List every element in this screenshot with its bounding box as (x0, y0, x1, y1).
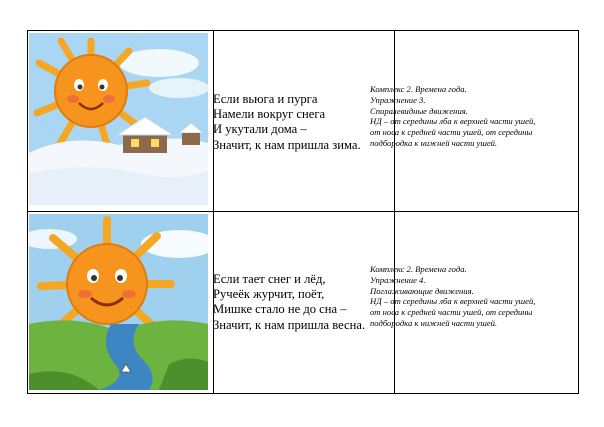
winter-sun-picture (29, 33, 208, 205)
poem-line: Если тает снег и лёд, (213, 272, 326, 286)
instruction-text: НД – от середины лба к верхней части ушей, от носа к средней части ушей, от середины подбородка к нижней части ушей. (370, 116, 536, 148)
instruction-text: НД – от середины лба к верхней части ушей, от носа к средней части ушей, от середины подбородка к нижней части ушей. (370, 296, 536, 328)
spring-poem (213, 272, 365, 333)
poem-line: Если вьюга и пурга (213, 92, 318, 106)
movement-label: Спиралевидные движения. (370, 105, 468, 116)
poem-line: Намели вокруг снега (213, 107, 326, 122)
complex-label: Комплекс 2. Времена года. (370, 264, 467, 274)
poem-line: И укутали дома – (213, 122, 307, 137)
column-divider (213, 31, 214, 393)
complex-label: Комплекс 2. Времена года. (370, 84, 467, 94)
poem-line: Мишке стало не до сна – (213, 302, 347, 317)
movement-label: Поглаживающие движения. (370, 285, 474, 296)
poem-line: Ручеёк журчит, поёт, (213, 287, 325, 302)
poem-line: Значит, к нам пришла весна. (213, 317, 366, 332)
exercise-label: Упражнение 3. (370, 94, 426, 105)
winter-exercise-note (370, 84, 546, 149)
spring-exercise-note (370, 264, 546, 329)
spring-sun-picture (29, 214, 208, 390)
row-divider (28, 211, 578, 212)
poem-line: Значит, к нам пришла зима. (213, 137, 361, 152)
winter-poem (213, 92, 361, 153)
exercise-label: Упражнение 4. (370, 274, 426, 285)
